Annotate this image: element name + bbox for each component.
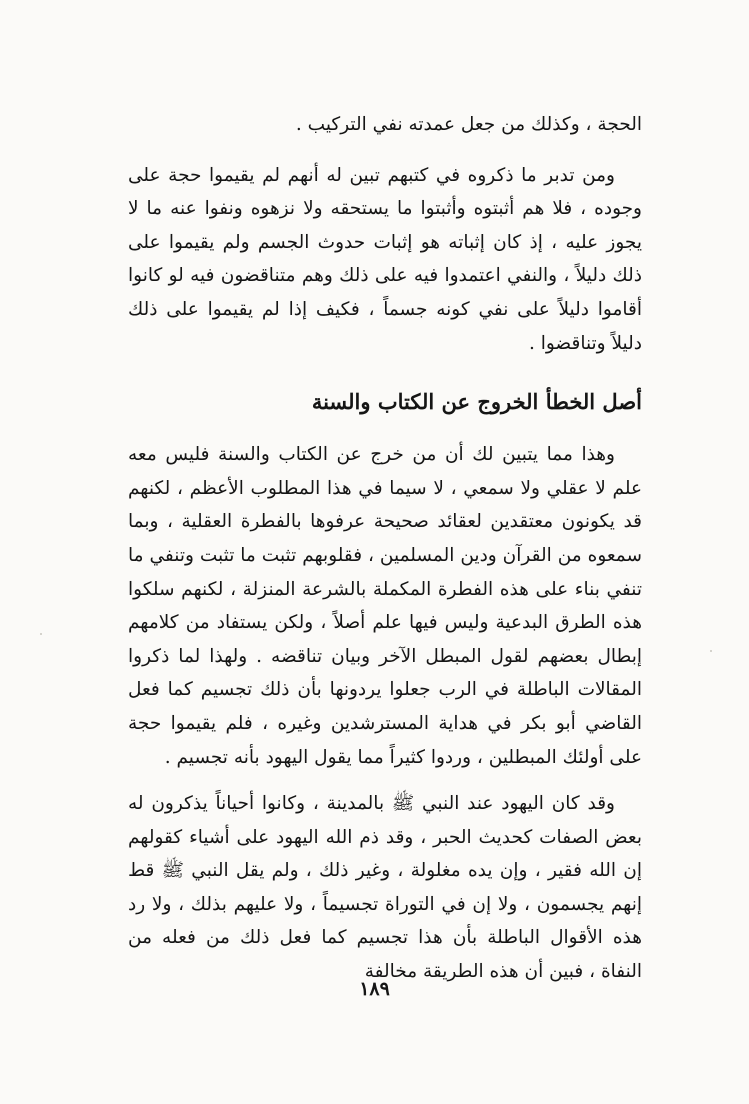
paragraph-3: وقد كان اليهود عند النبي ﷺ بالمدينة ، وكانوا أحياناً يذكرون له بعض الصفات كحديث الحبر ، وقد ذم الله اليهود على أشياء كقولهم إن الله فقير ، وإن يده مغلولة ، وغير ذلك ، ولم يقل النبي ﷺ قط إنهم يجسمون ، ولا إن في التوراة تجسيماً ، ولا عليهم بذلك ، ولا رد هذه الأقوال الباطلة بأن هذا تجسيم كما فعل ذلك من فعله من النفاة ، فبين أن هذه الطريقة مخالفة bbox=[128, 793, 642, 983]
paragraph-continuation: الحجة ، وكذلك من جعل عمدته نفي التركيب . bbox=[295, 114, 642, 135]
paragraph-1: ومن تدبر ما ذكروه في كتبهم تبين له أنهم لم يقيموا حجة على وجوده ، فلا هم أثبتوه وأثبتوا ما يستحقه ولا نزهوه ونفوا عنه ما لا يجوز عليه ، إذ كان إثباته هو إثبات حدوث الجسم ولم يقيموا على ذلك دليلاً ، والنفي اعتمدوا فيه على ذلك وهم متناقضون فيه لو كانوا أقاموا دليلاً على نفي كونه جسماً ، فكيف إذا لم يقيموا على ذلك دليلاً وتناقضوا . bbox=[128, 164, 642, 354]
scan-speck bbox=[710, 650, 712, 652]
scan-speck bbox=[40, 633, 42, 635]
page-number: ١٨٩ bbox=[359, 978, 390, 1000]
section-heading: أصل الخطأ الخروج عن الكتاب والسنة bbox=[311, 389, 642, 415]
book-page bbox=[128, 100, 642, 1000]
paragraph-2: وهذا مما يتبين لك أن من خرج عن الكتاب والسنة فليس معه علم لا عقلي ولا سمعي ، لا سيما في هذا المطلوب الأعظم ، لكنهم قد يكونون معتقدين لعقائد صحيحة عرفوها بالفطرة العقلية ، وبما سمعوه من القرآن ودين المسلمين ، فقلوبهم تثبت ما تثبت وتنفي ما تنفي بناء على هذه الفطرة المكملة بالشرعة المنزلة ، لكنهم سلكوا هذه الطرق البدعية وليس فيها علم أصلاً ، ولكن يستفاد من كلامهم إبطال بعضهم لقول المبطل الآخر وبيان تناقضه . ولهذا لما ذكروا المقالات الباطلة في الرب جعلوا يردونها بأن ذلك تجسيم كما فعل القاضي أبو بكر في هداية المسترشدين وغيره ، فلم يقيموا حجة على أولئك المبطلين ، وردوا كثيراً مما يقول اليهود بأنه تجسيم . bbox=[128, 444, 642, 768]
